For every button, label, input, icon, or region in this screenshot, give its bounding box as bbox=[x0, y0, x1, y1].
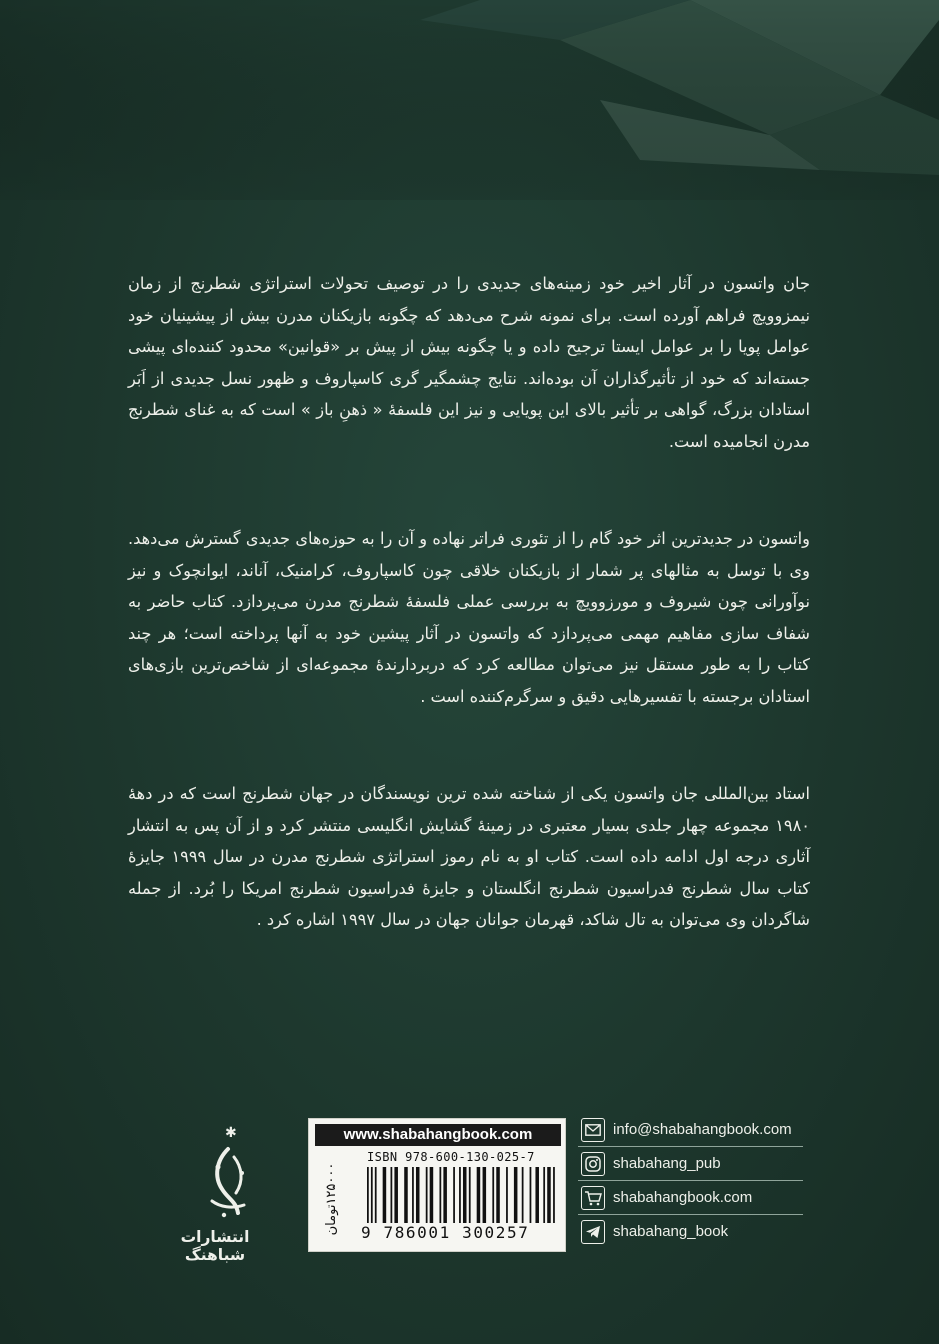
publisher-name: انتشارات شباهنگ bbox=[180, 1228, 250, 1264]
barcode-bar bbox=[459, 1167, 461, 1223]
website-url: www.shabahangbook.com bbox=[315, 1124, 561, 1146]
chessboard-graphic bbox=[0, 0, 939, 200]
bird-calligraphy-logo-icon bbox=[198, 1143, 258, 1223]
contact-shop-text: shabahangbook.com bbox=[613, 1189, 753, 1206]
barcode-bar bbox=[375, 1167, 377, 1223]
ean-digits: 9 786001 300257 bbox=[361, 1223, 530, 1242]
contact-email-text: info@shabahangbook.com bbox=[613, 1121, 792, 1138]
barcode-bar bbox=[439, 1167, 441, 1223]
barcode-bar bbox=[391, 1167, 393, 1223]
barcode-bar bbox=[383, 1167, 387, 1223]
barcode-bar bbox=[416, 1167, 420, 1223]
barcode-bar bbox=[463, 1167, 467, 1223]
price-label: ۱۲۵۰۰۰تومان bbox=[324, 1162, 339, 1236]
instagram-icon bbox=[581, 1152, 605, 1176]
barcode-bar bbox=[477, 1167, 481, 1223]
contact-telegram bbox=[578, 1215, 803, 1248]
barcode-bar bbox=[426, 1167, 428, 1223]
author-bio-paragraph: استاد بین‌المللی جان واتسون یکی از شناخته شده ترین نویسندگان در جهان شطرنج است که در دههٔ ۱۹۸۰ مجموعه چهار جلدی بسیار معتبری در زمینهٔ گشایش انگلیسی منتشر کرد و از آن پس به انتشار آثاری درجه اول ادامه داده است. کتاب او به نام رموز استراتژی شطرنج مدرن در سال ۱۹۹۹ جایزهٔ کتاب سال شطرنج فدراسیون شطرنج انگلستان و جایزهٔ فدراسیون شطرنج امریکا را بُرد. از جمله شاگردان وی می‌توان به تال شاکد، قهرمان جوانان جهان در سال ۱۹۹۷ اشاره کرد . bbox=[128, 784, 810, 929]
barcode-bar bbox=[404, 1167, 408, 1223]
contact-instagram bbox=[578, 1147, 803, 1181]
contact-telegram-text: shabahang_book bbox=[613, 1223, 729, 1240]
contact-list bbox=[578, 1113, 803, 1247]
barcode-bar bbox=[522, 1167, 524, 1223]
barcode-bar bbox=[506, 1167, 508, 1223]
barcode-bar bbox=[547, 1167, 551, 1223]
barcode-bar bbox=[453, 1167, 455, 1223]
email-icon bbox=[581, 1118, 605, 1142]
barcode-bar bbox=[492, 1167, 494, 1223]
description-paragraph-2: واتسون در جدیدترین اثر خود گام را از تئوری فراتر نهاده و آن را به حوزه‌های جدیدی گسترش می‌دهد. وی با توسل به مثالهای پر شمار از بازیکنان خلاقی چون کاسپاروف، کرامنیک، آناند، ایوانچوک و نیز نوآورانی چون شیروف و مورزوویچ به بررسی عملی فلسفهٔ شطرنج مدرن می‌پردازد. کتاب حاضر به شفاف سازی مفاهیم مهمی می‌پردازد که واتسون در آثار پیشین خود به آنها پرداخته است؛ هر چند کتاب را به طور مستقل نیز می‌توان مطالعه کرد که دربردارندهٔ مجموعه‌ای از شاخص‌ترین بازی‌های استادان برجسته با تفسیرهایی دقیق و سرگرم‌کننده است . bbox=[128, 529, 810, 706]
barcode-bar bbox=[371, 1167, 373, 1223]
barcode-bar bbox=[412, 1167, 414, 1223]
barcode-bar bbox=[469, 1167, 471, 1223]
contact-email bbox=[578, 1113, 803, 1147]
barcode-panel bbox=[308, 1118, 566, 1252]
barcode-bar bbox=[496, 1167, 500, 1223]
telegram-icon bbox=[581, 1220, 605, 1244]
description-paragraph-1: جان واتسون در آثار اخیر خود زمینه‌های جدیدی را در توصیف تحولات استراتژی شطرنج از زمان نیمزوویچ فراهم آورده است. برای نمونه شرح می‌دهد که چگونه بازیکنان مدرن بیش از پیشینیان خود عوامل پویا را بر عوامل ایستا ترجیح داده و یا چگونه بیش از پیش بر «قوانین» محدود کننده‌ای پیشی جسته‌اند که خود از تأثیرگذاران آن بوده‌اند. نتایج چشمگیر گری کاسپاروف و ظهور نسل جدیدی از اَبَر استادان بزرگ، گواهی بر تأثیر بالای این پویایی و نیز این فلسفهٔ « ذهنِ باز » است که به غنای شطرنج مدرن انجامیده است. bbox=[128, 274, 810, 451]
barcode-bar bbox=[535, 1167, 539, 1223]
barcode-bar bbox=[443, 1167, 447, 1223]
barcode-bar bbox=[514, 1167, 518, 1223]
star-icon: ✱ bbox=[225, 1125, 237, 1141]
barcode-bar bbox=[394, 1167, 398, 1223]
contact-shop bbox=[578, 1181, 803, 1215]
barcode-bar bbox=[483, 1167, 487, 1223]
barcode-bar bbox=[430, 1167, 434, 1223]
barcode-bars bbox=[367, 1167, 557, 1223]
contact-instagram-text: shabahang_pub bbox=[613, 1155, 721, 1172]
barcode-bar bbox=[553, 1167, 555, 1223]
publisher-logo bbox=[150, 1125, 280, 1264]
isbn-number: ISBN 978-600-130-025-7 bbox=[367, 1150, 535, 1164]
cart-icon bbox=[581, 1186, 605, 1210]
barcode-bar bbox=[530, 1167, 532, 1223]
barcode-bar bbox=[543, 1167, 545, 1223]
barcode-bar bbox=[367, 1167, 369, 1223]
